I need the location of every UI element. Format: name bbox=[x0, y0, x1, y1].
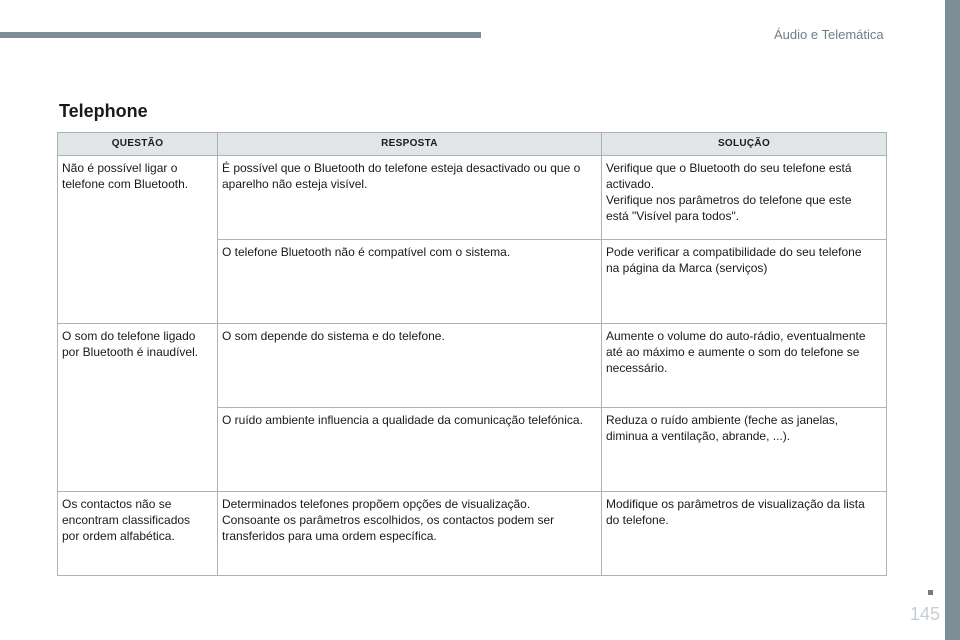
solution-line: Reduza o ruído ambiente (feche as janelas, bbox=[606, 413, 839, 427]
answer-line: O telefone Bluetooth não é compatível com o sistema. bbox=[222, 245, 511, 259]
side-band bbox=[945, 0, 960, 640]
answer-line: Consoante os parâmetros escolhidos, os contactos podem ser bbox=[222, 513, 555, 527]
header-rule bbox=[0, 32, 481, 38]
question-line: O som do telefone ligado bbox=[62, 329, 196, 343]
answer-line: O ruído ambiente influencia a qualidade da comunicação telefónica. bbox=[222, 413, 583, 427]
solution-line: do telefone. bbox=[606, 513, 669, 527]
answer-line: É possível que o Bluetooth do telefone esteja desactivado ou que o bbox=[222, 161, 581, 175]
page-title: Telephone bbox=[59, 101, 148, 121]
answer-line: transferidos para uma ordem específica. bbox=[222, 529, 437, 543]
table-row bbox=[58, 492, 887, 576]
answer-cell bbox=[218, 408, 602, 492]
solution-line: Modifique os parâmetros de visualização da lista bbox=[606, 497, 865, 511]
table-row bbox=[58, 156, 887, 240]
question-line: encontram classificados bbox=[62, 513, 191, 527]
question-line: Não é possível ligar o bbox=[62, 161, 178, 175]
answer-line: Determinados telefones propõem opções de visualização. bbox=[222, 497, 531, 511]
page-marker-dot bbox=[928, 590, 933, 595]
question-cell bbox=[58, 492, 218, 576]
column-header-answer: RESPOSTA bbox=[218, 133, 602, 156]
answer-line: aparelho não esteja visível. bbox=[222, 177, 368, 191]
question-line: telefone com Bluetooth. bbox=[62, 177, 189, 191]
solution-line: está "Visível para todos". bbox=[606, 209, 740, 223]
solution-line: Verifique que o Bluetooth do seu telefone está bbox=[606, 161, 852, 175]
answer-line: O som depende do sistema e do telefone. bbox=[222, 329, 445, 343]
chapter-title: Áudio e Telemática bbox=[774, 27, 884, 42]
question-line: por Bluetooth é inaudível. bbox=[62, 345, 199, 359]
table-header-row bbox=[58, 133, 887, 156]
table-row bbox=[58, 324, 887, 408]
question-line: Os contactos não se bbox=[62, 497, 172, 511]
solution-line: até ao máximo e aumente o som do telefone se bbox=[606, 345, 860, 359]
question-line: por ordem alfabética. bbox=[62, 529, 175, 543]
solution-line: na página da Marca (serviços) bbox=[606, 261, 768, 275]
solution-line: necessário. bbox=[606, 361, 668, 375]
answer-cell bbox=[218, 240, 602, 324]
solution-cell bbox=[602, 240, 887, 324]
solution-line: Aumente o volume do auto-rádio, eventualmente bbox=[606, 329, 866, 343]
solution-cell bbox=[602, 156, 887, 240]
solution-cell bbox=[602, 324, 887, 408]
solution-cell bbox=[602, 492, 887, 576]
solution-line: Verifique nos parâmetros do telefone que este bbox=[606, 193, 852, 207]
question-cell bbox=[58, 324, 218, 492]
solution-line: Pode verificar a compatibilidade do seu telefone bbox=[606, 245, 862, 259]
column-header-solution: SOLUÇÃO bbox=[602, 133, 887, 156]
page-number: 145 bbox=[909, 604, 940, 624]
answer-cell bbox=[218, 324, 602, 408]
answer-cell bbox=[218, 492, 602, 576]
column-header-question: QUESTÃO bbox=[58, 133, 218, 156]
faq-table bbox=[57, 132, 887, 576]
solution-cell bbox=[602, 408, 887, 492]
solution-line: activado. bbox=[606, 177, 655, 191]
solution-line: diminua a ventilação, abrande, ...). bbox=[606, 429, 791, 443]
question-cell bbox=[58, 156, 218, 324]
answer-cell bbox=[218, 156, 602, 240]
